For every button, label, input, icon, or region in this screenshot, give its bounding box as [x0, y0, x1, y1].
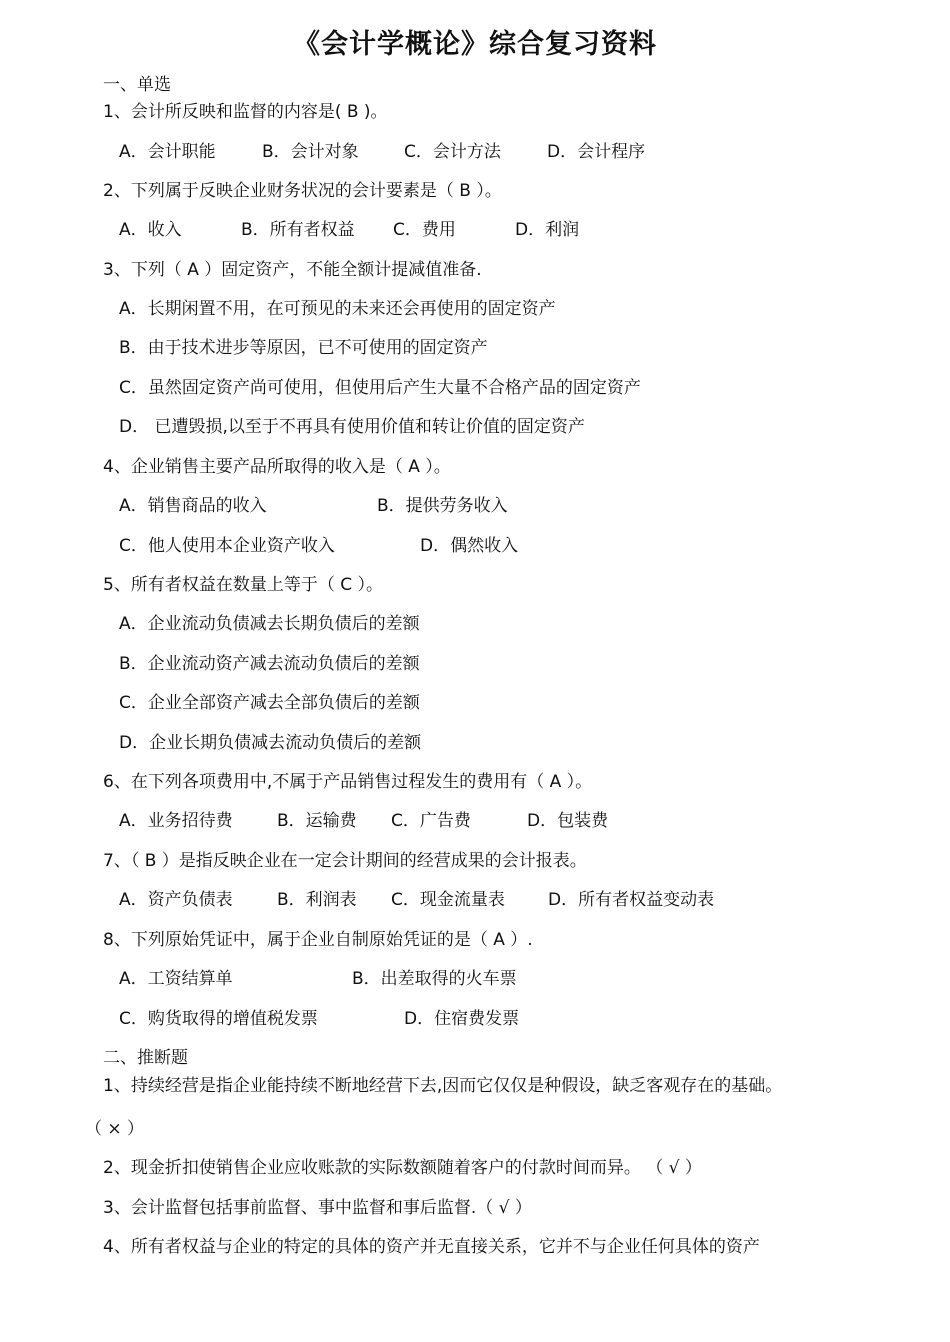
- question-4: 4、企业销售主要产品所取得的收入是（ A ）。: [103, 457, 451, 477]
- judgment-4: 4、所有者权益与企业的特定的具体的资产并无直接关系，它并不与企业任何具体的资产: [103, 1237, 760, 1257]
- q7-option-a: A．资产负债表: [119, 890, 233, 910]
- section-heading-judgment: 二、推断题: [103, 1048, 188, 1068]
- q4-option-b: B．提供劳务收入: [377, 496, 508, 516]
- judgment-2: 2、现金折扣使销售企业应收账款的实际数额随着客户的付款时间而异。 （ √ ）: [103, 1158, 702, 1178]
- q5-option-a: A．企业流动负债减去长期负债后的差额: [119, 614, 420, 634]
- q1-option-c: C．会计方法: [404, 142, 501, 162]
- judgment-1: 1、持续经营是指企业能持续不断地经营下去,因而它仅仅是种假设，缺乏客观存在的基础。: [103, 1076, 783, 1096]
- q7-option-b: B．利润表: [277, 890, 357, 910]
- question-1: 1、会计所反映和监督的内容是( B )。: [103, 102, 388, 122]
- q7-option-d: D．所有者权益变动表: [548, 890, 715, 910]
- q3-option-b: B．由于技术进步等原因，已不可使用的固定资产: [119, 338, 488, 358]
- q4-option-d: D．偶然收入: [420, 536, 519, 556]
- q4-option-c: C．他人使用本企业资产收入: [119, 536, 335, 556]
- q8-option-a: A．工资结算单: [119, 969, 233, 989]
- q3-option-c: C．虽然固定资产尚可使用，但使用后产生大量不合格产品的固定资产: [119, 378, 641, 398]
- q8-option-d: D．住宿费发票: [404, 1009, 520, 1029]
- q6-option-c: C．广告费: [391, 811, 471, 831]
- q6-option-a: A．业务招待费: [119, 811, 233, 831]
- question-3: 3、下列（ A ）固定资产，不能全额计提减值准备.: [103, 260, 482, 280]
- q3-option-d: D． 已遭毁损,以至于不再具有使用价值和转让价值的固定资产: [119, 417, 585, 437]
- q2-option-a: A．收入: [119, 220, 182, 240]
- q2-option-b: B．所有者权益: [241, 220, 355, 240]
- q6-option-d: D．包装费: [527, 811, 609, 831]
- question-8: 8、下列原始凭证中，属于企业自制原始凭证的是（ A ）.: [103, 930, 533, 950]
- q2-option-d: D．利润: [515, 220, 580, 240]
- q1-option-a: A．会计职能: [119, 142, 216, 162]
- q1-option-d: D．会计程序: [547, 142, 646, 162]
- question-2: 2、下列属于反映企业财务状况的会计要素是（ B ）。: [103, 181, 502, 201]
- q5-option-b: B．企业流动资产减去流动负债后的差额: [119, 654, 420, 674]
- q5-option-d: D．企业长期负债减去流动负债后的差额: [119, 733, 422, 753]
- page-title: 《会计学概论》综合复习资料: [293, 29, 657, 60]
- judgment-3: 3、会计监督包括事前监督、事中监督和事后监督.（ √ ）: [103, 1198, 532, 1218]
- q8-option-b: B．出差取得的火车票: [352, 969, 517, 989]
- q8-option-c: C．购货取得的增值税发票: [119, 1009, 318, 1029]
- question-6: 6、在下列各项费用中,不属于产品销售过程发生的费用有（ A ）。: [103, 772, 593, 792]
- q6-option-b: B．运输费: [277, 811, 357, 831]
- q5-option-c: C．企业全部资产减去全部负债后的差额: [119, 693, 420, 713]
- q7-option-c: C．现金流量表: [391, 890, 505, 910]
- judgment-1-answer: （ × ）: [85, 1119, 145, 1139]
- question-7: 7、（ B ）是指反映企业在一定会计期间的经营成果的会计报表。: [103, 851, 587, 871]
- section-heading-single-choice: 一、单选: [103, 75, 171, 95]
- q4-option-a: A．销售商品的收入: [119, 496, 267, 516]
- question-5: 5、所有者权益在数量上等于（ C ）。: [103, 575, 383, 595]
- q3-option-a: A．长期闲置不用，在可预见的未来还会再使用的固定资产: [119, 299, 556, 319]
- q2-option-c: C．费用: [393, 220, 456, 240]
- q1-option-b: B．会计对象: [262, 142, 359, 162]
